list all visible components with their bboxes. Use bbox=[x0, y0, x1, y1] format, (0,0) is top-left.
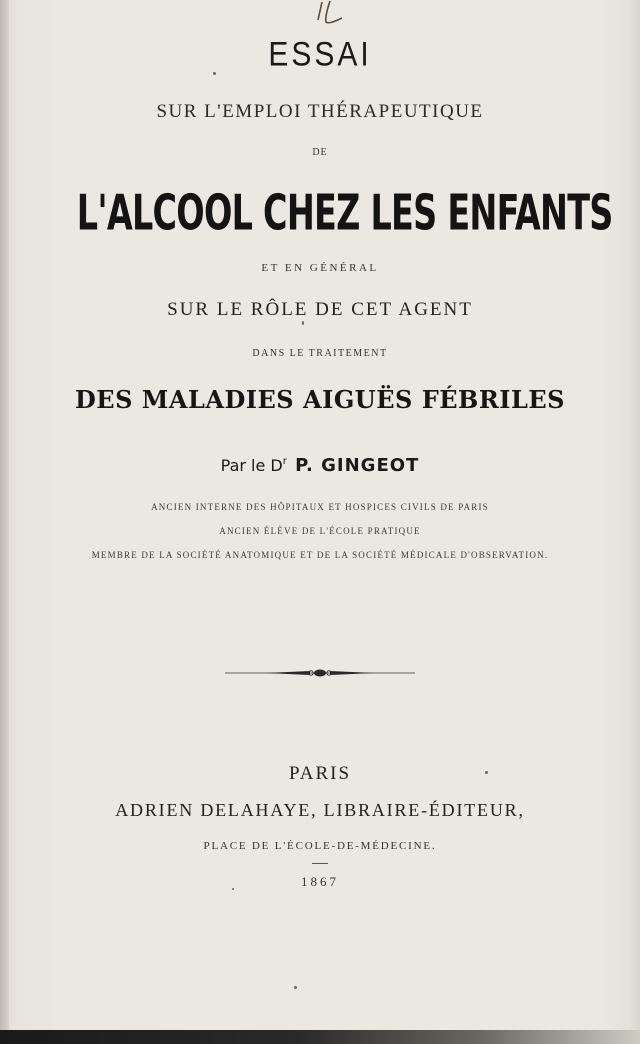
credential-2: ANCIEN ÉLÈVE DE L'ÉCOLE PRATIQUE bbox=[219, 526, 421, 536]
subtitle-emploi: SUR L'EMPLOI THÉRAPEUTIQUE bbox=[156, 101, 484, 122]
credential-3: MEMBRE DE LA SOCIÉTÉ ANATOMIQUE ET DE LA SOCIÉTÉ MÉDICALE D'OBSERVATION. bbox=[91, 550, 549, 560]
traitement-line: DANS LE TRAITEMENT bbox=[252, 348, 388, 359]
paper-speck bbox=[485, 771, 488, 774]
imprint-publisher: ADRIEN DELAHAYE, LIBRAIRE-ÉDITEUR, bbox=[115, 800, 525, 820]
general-line: ET EN GÉNÉRAL bbox=[261, 262, 379, 274]
main-title: L'ALCOOL CHEZ LES ENFANTS bbox=[76, 184, 613, 243]
imprint-address: PLACE DE L'ÉCOLE-DE-MÉDECINE. bbox=[203, 840, 437, 852]
short-rule bbox=[312, 863, 328, 864]
imprint-year: 1867 bbox=[301, 874, 339, 889]
handwritten-mark bbox=[312, 0, 352, 26]
subtitle-de: DE bbox=[312, 147, 328, 158]
ornament-divider bbox=[225, 666, 415, 680]
paper-speck bbox=[232, 888, 234, 890]
paper-speck bbox=[294, 986, 297, 989]
role-line: SUR LE RÔLE DE CET AGENT bbox=[167, 299, 473, 320]
author-name: P. GINGEOT bbox=[295, 455, 420, 476]
paper-speck bbox=[302, 321, 304, 325]
author-line bbox=[0, 455, 640, 476]
credential-1: ANCIEN INTERNE DES HÔPITAUX ET HOSPICES CIVILS DE PARIS bbox=[151, 502, 489, 512]
title-essai: ESSAI bbox=[268, 35, 372, 74]
scan-edge-shadow bbox=[0, 1030, 640, 1044]
paper-speck bbox=[213, 72, 216, 75]
imprint-city: PARIS bbox=[288, 763, 352, 784]
maladies-line: DES MALADIES AIGUËS FÉBRILES bbox=[74, 385, 566, 414]
author-prefix: Par le D bbox=[220, 456, 283, 475]
author-suffix: r bbox=[282, 456, 288, 467]
